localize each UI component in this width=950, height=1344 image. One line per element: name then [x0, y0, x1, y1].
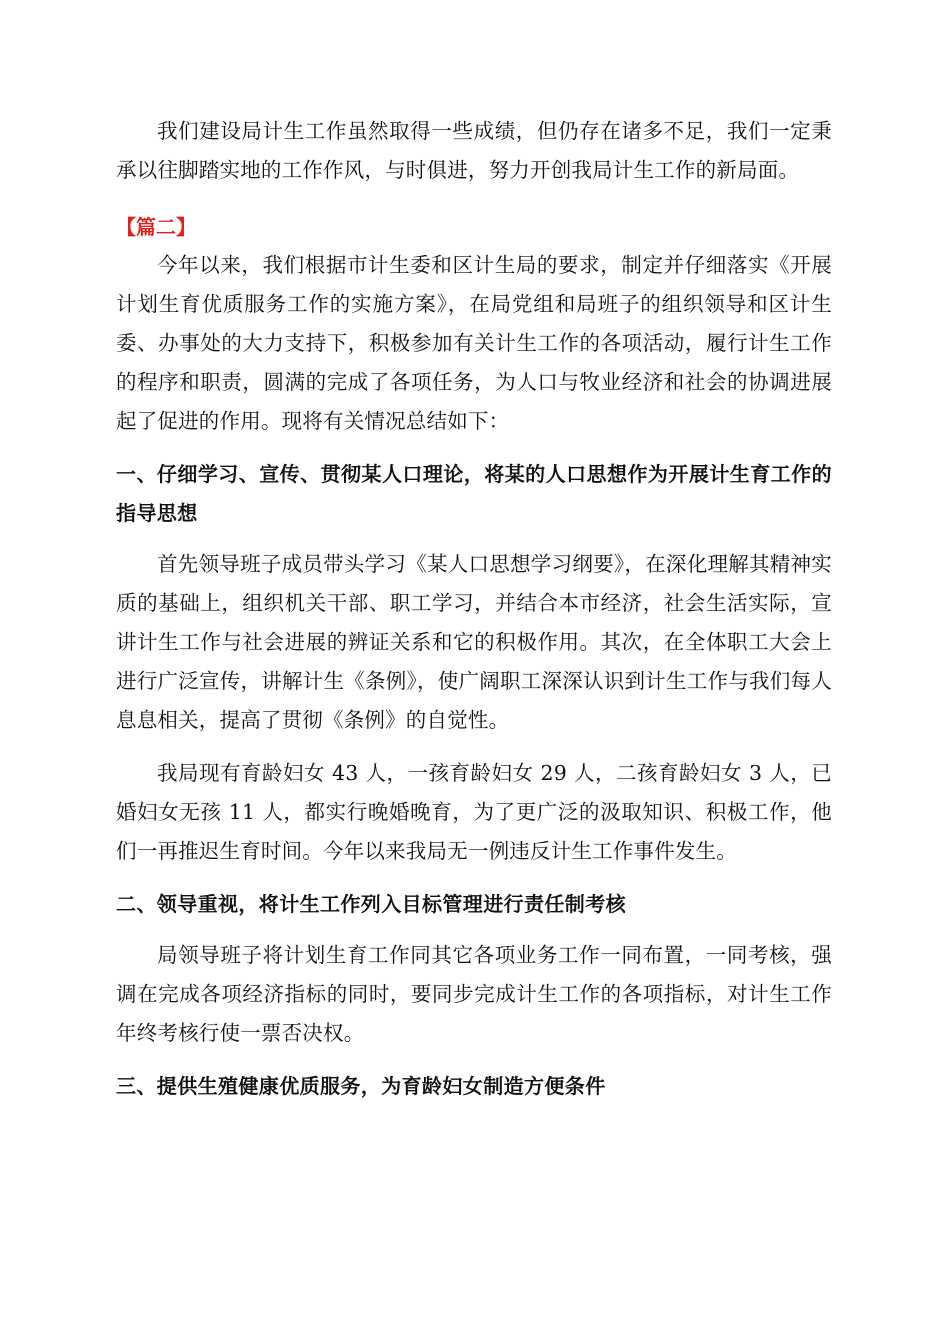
- intro-paragraph: 今年以来，我们根据市计生委和区计生局的要求，制定并仔细落实《开展计划生育优质服务工作的实施方案》，在局党组和局班子的组织领导和区计生委、办事处的大力支持下，积极参加有关计生工作的各项活动，履行计生工作的程序和职责，圆满的完成了各项任务，为人口与牧业经济和社会的协调进展起了促进的作用。现将有关情况总结如下：: [116, 253, 832, 433]
- document-body: [116, 112, 832, 1106]
- heading-1: 一、仔细学习、宣传、贯彻某人口理论，将某的人口思想作为开展计生育工作的指导思想: [116, 462, 832, 525]
- paragraph-1a: 首先领导班子成员带头学习《某人口思想学习纲要》，在深化理解其精神实质的基础上，组织机关干部、职工学习，并结合本市经济，社会生活实际，宣讲计生工作与社会进展的辨证关系和它的积极作用。其次，在全体职工大会上进行广泛宣传，讲解计生《条例》，使广阔职工深深认识到计生工作与我们每人息息相关，提高了贯彻《条例》的自觉性。: [116, 552, 832, 732]
- closing-paragraph: 我们建设局计生工作虽然取得一些成绩，但仍存在诸多不足，我们一定秉承以往脚踏实地的工作作风，与时俱进，努力开创我局计生工作的新局面。: [116, 119, 832, 182]
- paragraph-1b: 我局现有育龄妇女 43 人，一孩育龄妇女 29 人，二孩育龄妇女 3 人，已婚妇女无孩 11 人，都实行晚婚晚育，为了更广泛的汲取知识、积极工作，他们一再推迟生育时间。今年以来我局无一例违反计生工作事件发生。: [116, 761, 832, 863]
- heading-3: 三、提供生殖健康优质服务，为育龄妇女制造方便条件: [116, 1074, 606, 1098]
- heading-2: 二、领导重视，将计生工作列入目标管理进行责任制考核: [116, 892, 626, 916]
- paragraph-2: 局领导班子将计划生育工作同其它各项业务工作一同布置，一同考核，强调在完成各项经济指标的同时，要同步完成计生工作的各项指标，对计生工作年终考核行使一票否决权。: [116, 943, 832, 1045]
- section-label: 【篇二】: [116, 215, 196, 239]
